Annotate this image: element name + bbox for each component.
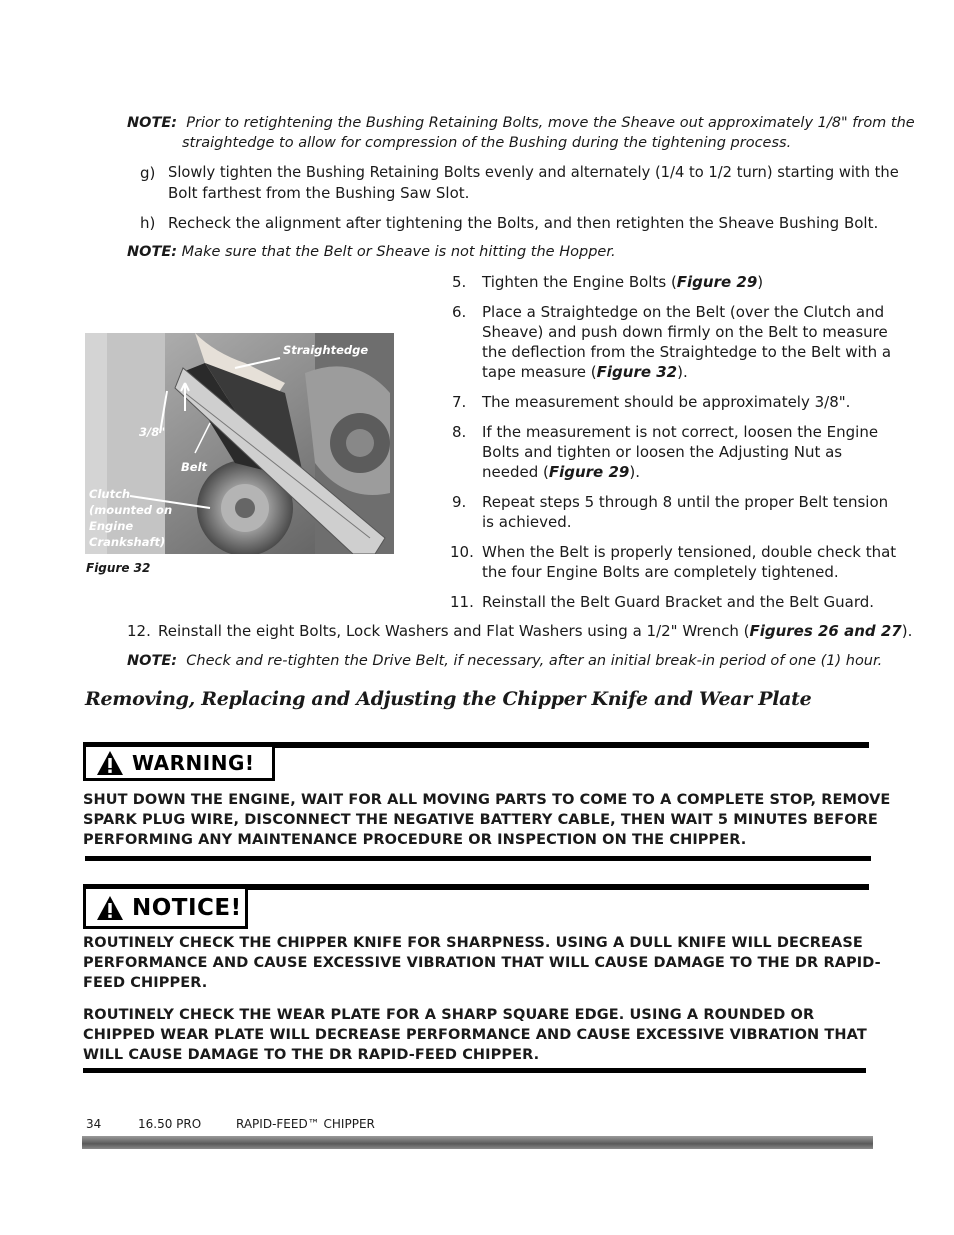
step-8-line3 <box>482 462 640 482</box>
figures-26-27-ref: Figures 26 and 27 <box>749 622 902 640</box>
warning-line-1: SHUT DOWN THE ENGINE, WAIT FOR ALL MOVING PARTS TO COME TO A COMPLETE STOP, REMOVE <box>83 792 891 808</box>
note-break-in <box>127 651 882 671</box>
step-h-marker: h) <box>140 214 156 232</box>
step-7-text: The measurement should be approximately 3/8". <box>482 393 851 411</box>
notice-para1-line-2: PERFORMANCE AND CAUSE EXCESSIVE VIBRATION THAT WILL CAUSE DAMAGE TO THE DR RAPID- <box>83 955 881 971</box>
note-label: NOTE: <box>127 653 178 669</box>
step-10-num: 10. <box>450 543 474 561</box>
notice-para2-line-1: ROUTINELY CHECK THE WEAR PLATE FOR A SHARP SQUARE EDGE. USING A ROUNDED OR <box>83 1007 815 1023</box>
step-5-pre: Tighten the Engine Bolts ( <box>482 273 677 291</box>
step-8-num: 8. <box>452 423 467 441</box>
step-10-line1: When the Belt is properly tensioned, double check that <box>482 543 897 561</box>
step-12-num: 12. <box>127 622 151 640</box>
notice-para2-line-2: CHIPPED WEAR PLATE WILL DECREASE PERFORMANCE AND CAUSE EXCESSIVE VIBRATION THAT <box>83 1027 867 1043</box>
figure-32-photo <box>85 333 394 554</box>
clutch-label-1: Clutch <box>89 487 131 501</box>
measure-label: 3/8" <box>139 425 166 439</box>
warning-line-2: SPARK PLUG WIRE, DISCONNECT THE NEGATIVE BATTERY CABLE, THEN WAIT 5 MINUTES BEFORE <box>83 812 878 828</box>
warning-badge <box>83 744 275 781</box>
note-prior-retighten <box>127 113 915 133</box>
footer-bar <box>82 1136 873 1149</box>
step-12-post: ). <box>901 622 913 640</box>
clutch-label-3: Engine <box>89 519 134 533</box>
figure-caption: Figure 32 <box>86 561 151 575</box>
step-6-line3: the deflection from the Straightedge to the Belt with a <box>482 343 892 361</box>
clutch-label-2: (mounted on <box>89 503 173 517</box>
note-prior-retighten-cont: straightedge to allow for compression of the Bushing during the tightening process. <box>182 135 792 151</box>
notice-para1-line-3: FEED CHIPPER. <box>83 975 208 991</box>
step-12-pre: Reinstall the eight Bolts, Lock Washers and Flat Washers using a 1/2" Wrench ( <box>158 622 750 640</box>
notice-bottom-rule <box>83 1068 866 1073</box>
step-9-num: 9. <box>452 493 467 511</box>
notice-triangle-icon <box>96 895 124 921</box>
step-6-num: 6. <box>452 303 467 321</box>
footer-model: 16.50 PRO <box>138 1117 202 1131</box>
step-7-num: 7. <box>452 393 467 411</box>
figure-29-ref: Figure 29 <box>548 463 630 481</box>
figure-29-ref: Figure 29 <box>676 273 758 291</box>
step-6-line1: Place a Straightedge on the Belt (over the Clutch and <box>482 303 885 321</box>
straightedge-label: Straightedge <box>283 343 369 357</box>
section-heading: Removing, Replacing and Adjusting the Chipper Knife and Wear Plate <box>85 688 812 710</box>
warning-label: WARNING! <box>132 750 255 775</box>
step-8-post: ). <box>629 463 640 481</box>
notice-badge <box>83 886 248 929</box>
warning-bottom-rule <box>85 856 871 861</box>
step-5-text <box>482 272 763 292</box>
page-number: 34 <box>86 1117 102 1131</box>
step-11-num: 11. <box>450 593 474 611</box>
step-11-text: Reinstall the Belt Guard Bracket and the Belt Guard. <box>482 593 875 611</box>
note-label: NOTE: <box>127 115 178 131</box>
step-5-num: 5. <box>452 273 467 291</box>
step-9-line1: Repeat steps 5 through 8 until the proper Belt tension <box>482 493 889 511</box>
notice-para1-line-1: ROUTINELY CHECK THE CHIPPER KNIFE FOR SHARPNESS. USING A DULL KNIFE WILL DECREASE <box>83 935 863 951</box>
step-h-text: Recheck the alignment after tightening the Bolts, and then retighten the Sheave Bushing Bolt. <box>168 214 879 232</box>
note-belt-hopper <box>127 242 616 262</box>
warning-triangle-icon <box>96 750 124 776</box>
notice-label: NOTICE! <box>132 894 242 921</box>
step-10-line2: the four Engine Bolts are completely tightened. <box>482 563 839 581</box>
step-8-line1: If the measurement is not correct, loosen the Engine <box>482 423 879 441</box>
step-8-line2: Bolts and tighten or loosen the Adjusting Nut as <box>482 443 843 461</box>
notice-para2-line-3: WILL CAUSE DAMAGE TO THE DR RAPID-FEED CHIPPER. <box>83 1047 540 1063</box>
note-label: NOTE: <box>127 244 178 260</box>
step-8-pre: needed ( <box>482 463 549 481</box>
note-text: Prior to retightening the Bushing Retaining Bolts, move the Sheave out approximately 1/8" from the <box>186 115 915 131</box>
figure-32-ref: Figure 32 <box>596 363 678 381</box>
warning-line-3: PERFORMING ANY MAINTENANCE PROCEDURE OR INSPECTION ON THE CHIPPER. <box>83 832 747 848</box>
step-9-line2: is achieved. <box>482 513 572 531</box>
step-6-line4 <box>482 362 688 382</box>
note-text: Check and re-tighten the Drive Belt, if necessary, after an initial break-in period of one (1) hour. <box>186 653 883 669</box>
note-text: Make sure that the Belt or Sheave is not hitting the Hopper. <box>181 244 616 260</box>
step-g-text-cont: Bolt farthest from the Bushing Saw Slot. <box>168 184 470 202</box>
step-6-pre: tape measure ( <box>482 363 597 381</box>
footer-product: RAPID-FEED™ CHIPPER <box>236 1117 375 1131</box>
clutch-label-4: Crankshaft) <box>89 535 166 549</box>
step-g-marker: g) <box>140 164 156 182</box>
step-12-text <box>158 621 912 641</box>
step-5-post: ) <box>757 273 764 291</box>
step-6-line2: Sheave) and push down firmly on the Belt to measure <box>482 323 888 341</box>
step-6-post: ). <box>677 363 688 381</box>
belt-label: Belt <box>181 460 208 474</box>
step-g-text: Slowly tighten the Bushing Retaining Bolts evenly and alternately (1/4 to 1/2 turn) starting with the <box>168 164 899 181</box>
